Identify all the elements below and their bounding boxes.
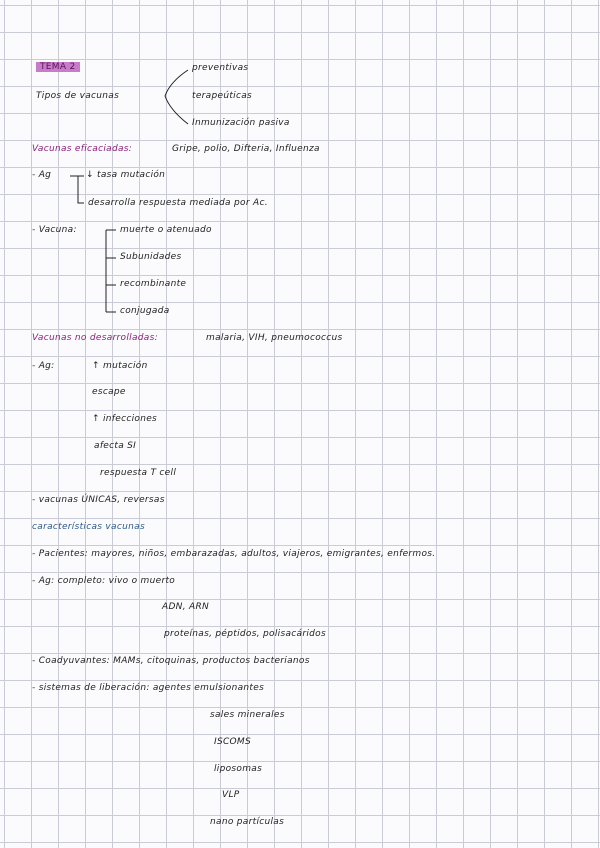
ag2-item: ↑ mutación	[92, 361, 148, 371]
sistemas-item: sales minerales	[210, 710, 285, 720]
caracteristicas-heading: características vacunas	[32, 522, 145, 532]
sistemas-item: nano partículas	[210, 817, 285, 827]
tipos-label: Tipos de vacunas	[36, 91, 120, 101]
ag2-item: ↑ infecciones	[92, 414, 158, 424]
page-title: TEMA 2	[36, 62, 80, 72]
eficaces-examples: Gripe, polio, Difteria, Influenza	[172, 144, 320, 154]
vacuna-item: conjugada	[120, 306, 170, 316]
tipos-item: preventivas	[192, 63, 249, 73]
pacientes-line: - Pacientes: mayores, niños, embarazadas, adultos, viajeros, emigrantes, enfermos.	[32, 549, 436, 559]
ag3-item: proteínas, péptidos, polisacáridos	[164, 629, 326, 639]
ag1-item: ↓ tasa mutación	[86, 170, 166, 180]
vacuna-label: - Vacuna:	[32, 225, 77, 235]
sistemas-item: ISCOMS	[214, 737, 252, 747]
coadyuvantes-line: - Coadyuvantes: MAMs, citoquinas, productos bacterianos	[32, 656, 310, 666]
vacuna-item: recombinante	[120, 279, 187, 289]
tipos-item: terapeúticas	[192, 91, 253, 101]
sistemas-item: liposomas	[214, 764, 263, 774]
ag2-item: escape	[92, 387, 126, 397]
ag3-item: ADN, ARN	[162, 602, 210, 612]
no-desarrolladas-heading: Vacunas no desarrolladas:	[32, 333, 158, 343]
bracket-ag1	[70, 176, 84, 203]
ag2-item: respuesta T cell	[100, 468, 177, 478]
ag2-label: - Ag:	[32, 361, 55, 371]
ag1-item: desarrolla respuesta mediada por Ac.	[88, 198, 268, 208]
vacuna-item: muerte o atenuado	[120, 225, 212, 235]
tipos-item: Inmunización pasiva	[192, 118, 290, 128]
vacuna-item: Subunidades	[120, 252, 182, 262]
no-desarrolladas-examples: malaria, VIH, pneumococcus	[206, 333, 343, 343]
sistemas-line: - sistemas de liberación: agentes emulsionantes	[32, 683, 265, 693]
eficaces-heading: Vacunas eficaciadas:	[32, 144, 133, 154]
sistemas-item: VLP	[222, 790, 240, 800]
ag3-line: - Ag: completo: vivo o muerto	[32, 576, 176, 586]
unicas-line: - vacunas ÚNICAS, reversas	[32, 495, 165, 505]
ag1-label: - Ag	[32, 170, 52, 180]
ag2-item: afecta SI	[94, 441, 137, 451]
brace-tipos	[165, 70, 188, 124]
